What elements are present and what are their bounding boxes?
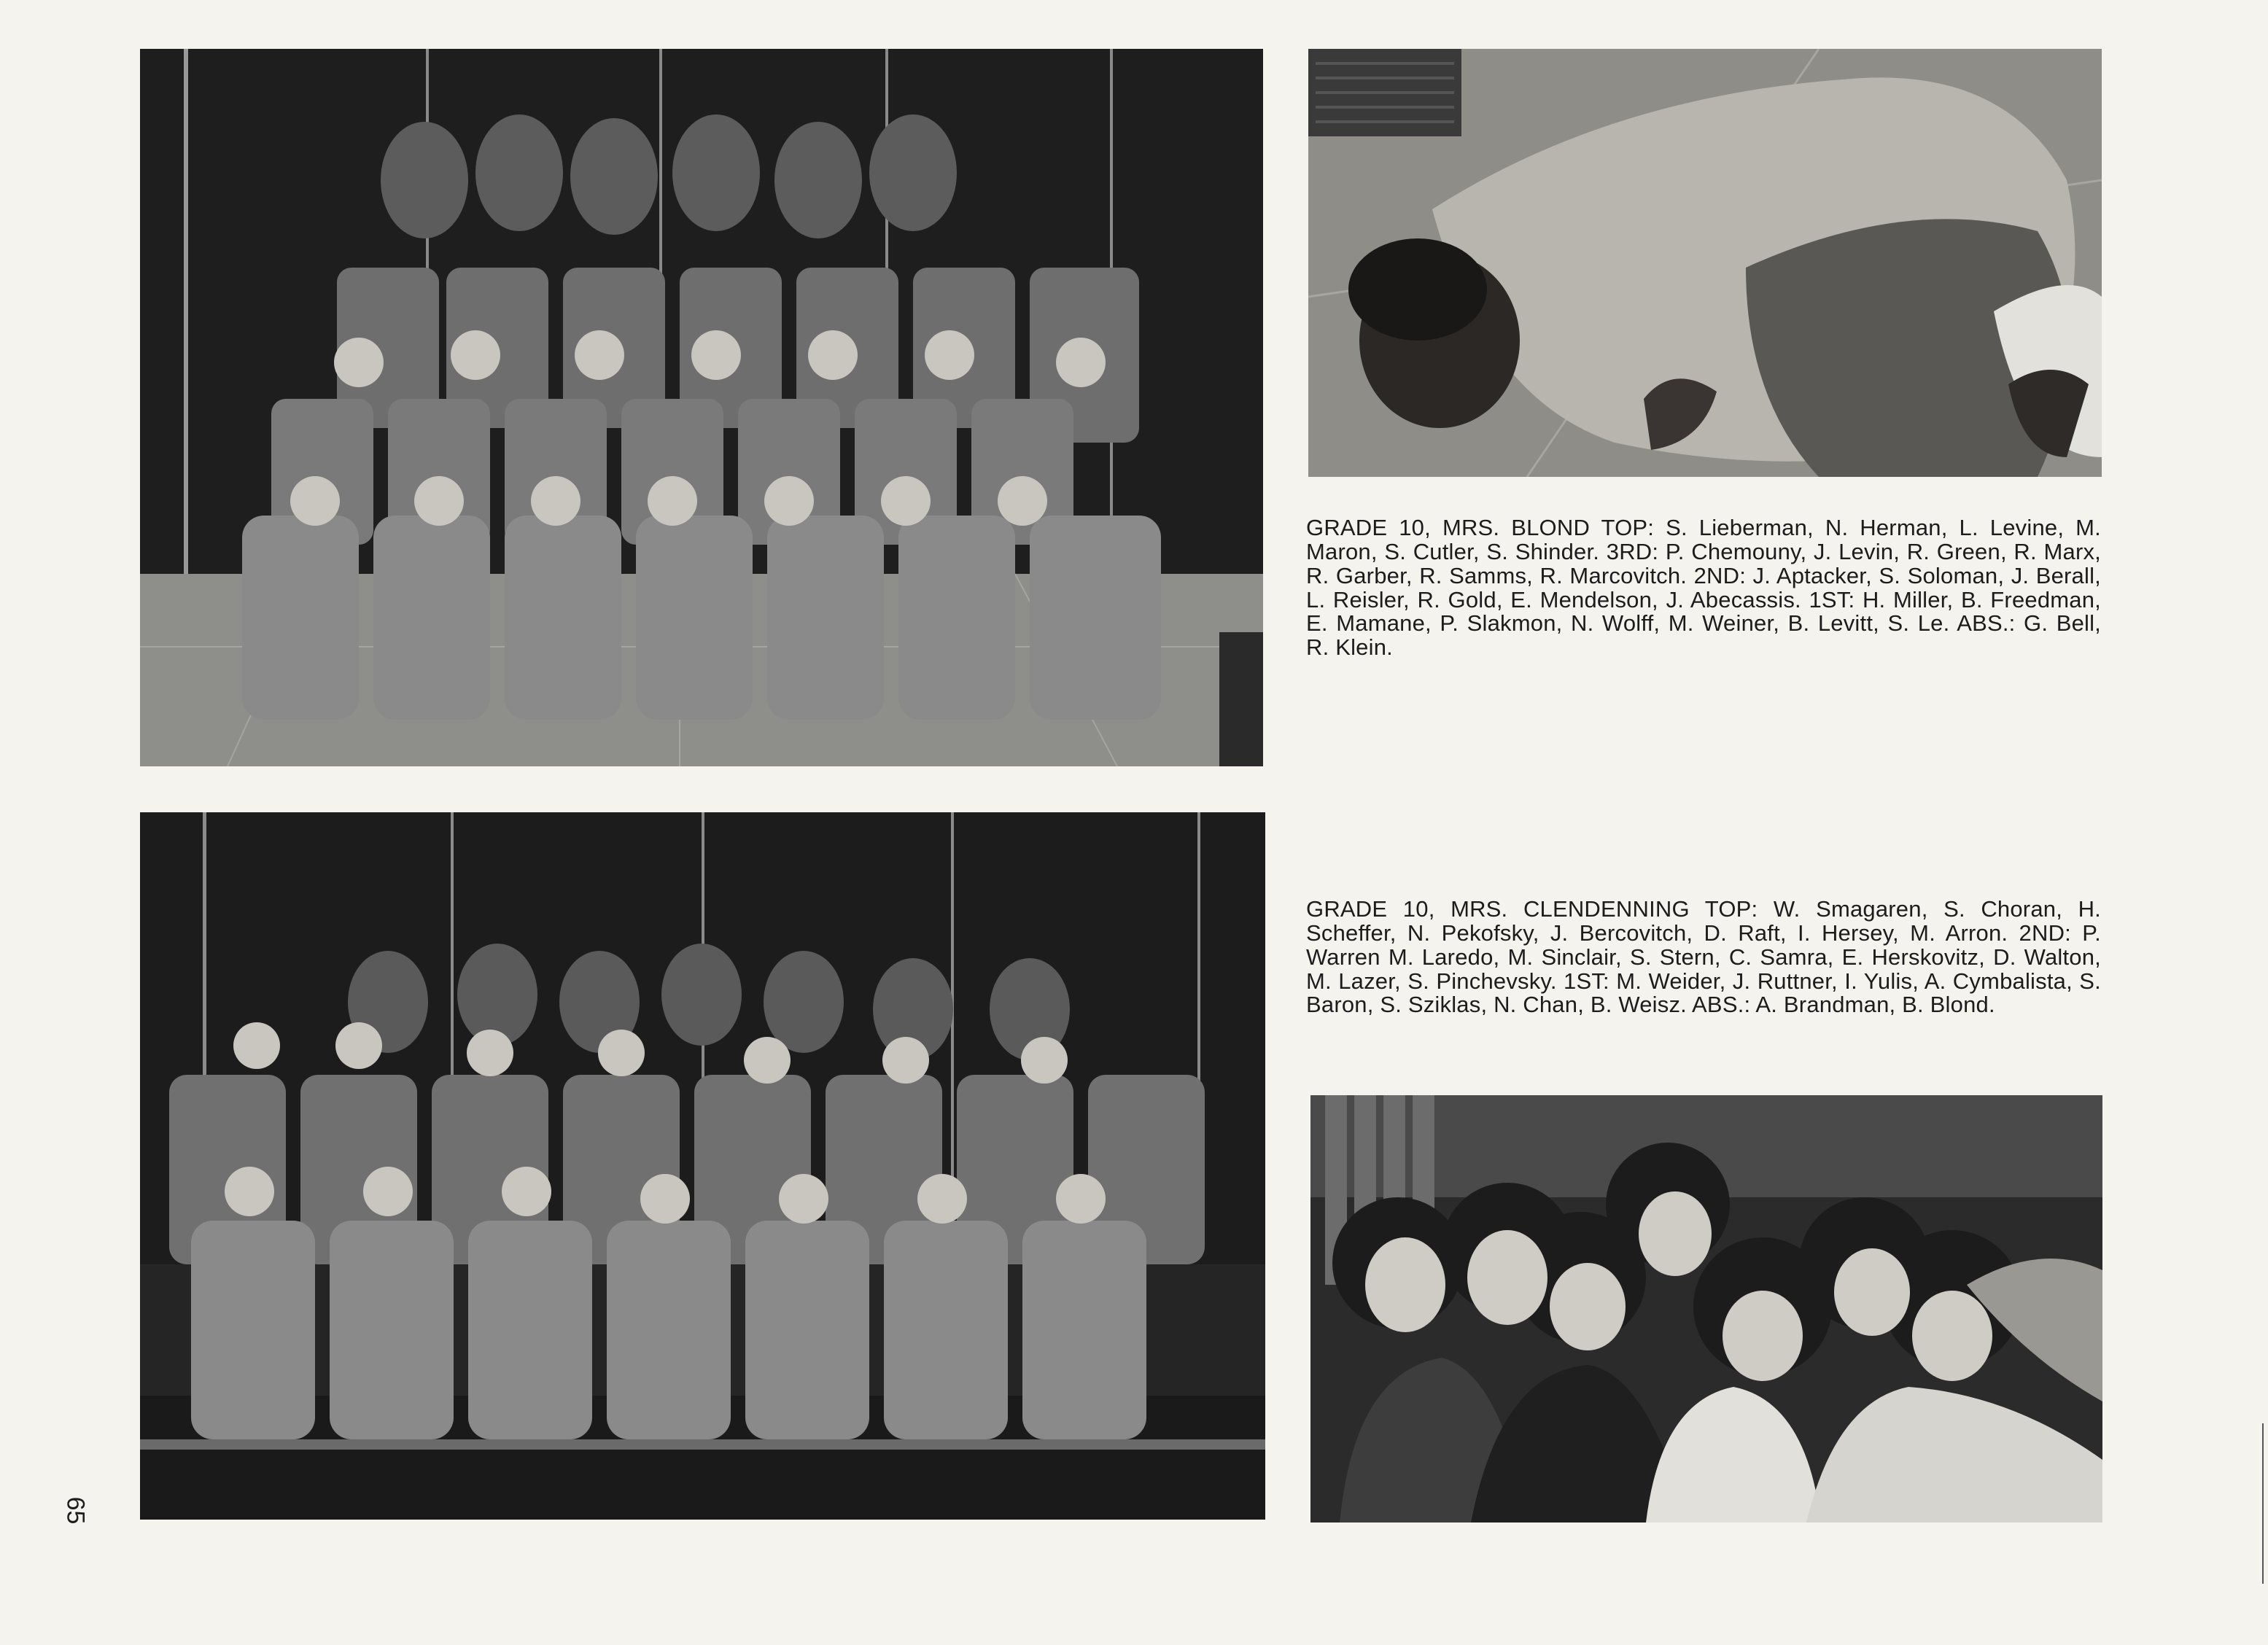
class-photo-blond xyxy=(140,49,1263,766)
caption-grade10-clendenning: GRADE 10, MRS. CLENDENNING TOP: W. Smagaren, S. Choran, H. Scheffer, N. Pekofsky, J. Bercovitch, D. Raft, I. Hersey, M. Arron. 2ND: P. Warren M. Laredo, M. Sinclair, S. Stern, C. Samra, E. Herskovitz, D. Walton, M. Lazer, S. Pinchevsky. 1ST: M. Weider, J. Ruttner, I. Yulis, A. Cymbalista, S. Baron, S. Sziklas, N. Chan, B. Weisz. ABS.: A. Brandman, B. Blond. xyxy=(1306,896,2101,1018)
binding-edge-line xyxy=(2262,1423,2264,1584)
page-number: 65 xyxy=(61,1496,90,1525)
candid-photo-floor xyxy=(1308,49,2102,477)
candid-photo-hallway-group xyxy=(1310,1095,2102,1522)
class-photo-clendenning xyxy=(140,812,1265,1520)
caption-grade10-blond: GRADE 10, MRS. BLOND TOP: S. Lieberman, N. Herman, L. Levine, M. Maron, S. Cutler, S. Shinder. 3RD: P. Chemouny, J. Levin, R. Green, R. Marx, R. Garber, R. Samms, R. Marcovitch. 2ND: J. Aptacker, S. Soloman, J. Berall, L. Reisler, R. Gold, E. Mendelson, J. Abecassis. 1ST: H. Miller, B. Freedman, E. Mamane, P. Slakmon, N. Wolff, M. Weiner, B. Levitt, S. Le. ABS.: G. Bell, R. Klein. xyxy=(1306,515,2101,661)
